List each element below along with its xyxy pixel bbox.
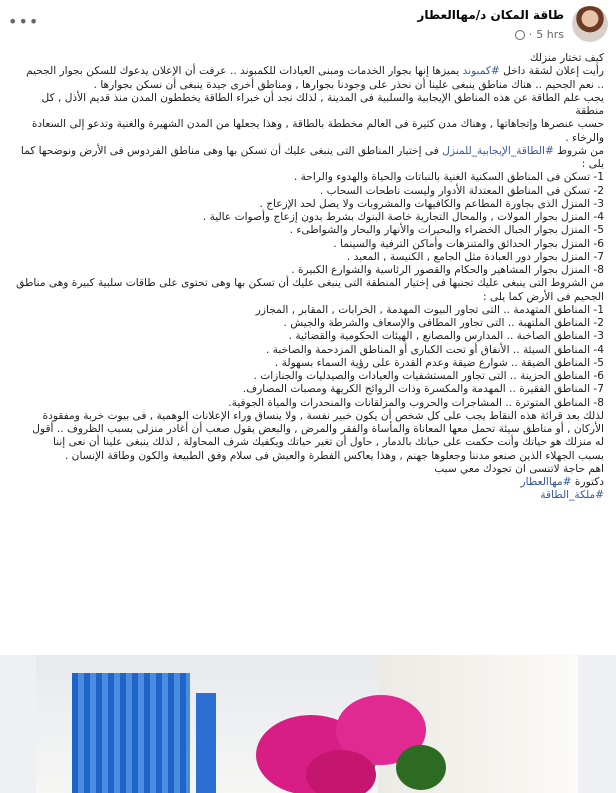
post-line (12, 397, 604, 410)
post-text-segment: 5- المناطق الضيقة .. شوارع ضيقة وعدم القدرة على رؤية السماء بسهولة . (274, 356, 604, 369)
post-text-segment: والرخاء . (565, 131, 604, 144)
post-text-segment: 2- تسكن فى المناطق المعتدلة الأدوار وليست ناطحات السحاب . (319, 184, 604, 197)
post-line (12, 463, 604, 476)
post-text-segment: له منزلك هو حياتك وأنت حكمت على حياتك بالدمار , حاول أن تغير حياتك ويكفيك شرف المحاولة , لذلك ينبغى علينا أن نعى إننا (52, 436, 604, 449)
post-line (12, 357, 604, 370)
post-text-segment: 2- المناطق الملتهبة .. التى تجاور المطافى والإسعاف والشرطة والجيش . (283, 317, 604, 329)
post-line (12, 224, 604, 237)
post-line (12, 489, 604, 502)
post-line (12, 304, 604, 317)
more-options-icon[interactable]: ••• (8, 12, 40, 31)
post-text-segment: حسب عنصرها وإتجاهاتها , وهناك مدن كثيرة فى العالم مخططة بالطاقة , وهذا يجعلها من المدن الشهيرة والغنية وتدعو إلى السعادة (31, 118, 604, 131)
post-line (12, 383, 604, 396)
post-text-segment: .. نعم الجحيم .. هناك مناطق ينبغى علينا أن نحذر على وجودنا بجوارها , ومناطق أخرى جيدة ينبغى أن نسكن بجوارها . (93, 78, 604, 91)
post-text-segment: اهم حاجة لاتنسى ان تجودك معي سبب (434, 462, 604, 475)
hashtag-link[interactable]: #ملكة_الطاقة (540, 489, 604, 502)
post-line (12, 52, 604, 65)
post-text-segment: من شروط (553, 144, 604, 157)
bougainvillea-flowers (306, 750, 376, 793)
post-text-segment: 8- المناطق المتوترة .. المشاجرات والحروب والمزلقانات والمنحدرات والمياة الجوفية. (228, 396, 604, 409)
post-text-segment: يجب علم الطاقة عن هذه المناطق الإيجابية والسلبية فى المدينة , لذلك نجد أن خبراء الطاقة يخططون المدن منذ قديم الأذل , كل منطقة (38, 91, 604, 117)
globe-icon (515, 30, 525, 40)
post-line (12, 118, 604, 131)
post-text-segment: كيف تختار منزلك (529, 52, 604, 64)
post-text-segment: الأركان , أو مناطق سيئة تحمل معها المعاناة والمأساة والفقر والمرض , والبعض يقول صعب أن أغادر منزلى بسبب الظروف .. أقول (32, 423, 604, 435)
post-text-segment: 1- المناطق المتهدمة .. التى تجاور البيوت المهدمة , الخرابات , المقابر , المجازر (255, 303, 604, 316)
post-line (12, 410, 604, 423)
meta-separator: · (528, 28, 533, 41)
post-photo[interactable] (0, 655, 616, 793)
post-time[interactable]: 5 hrs (536, 28, 564, 41)
post-text-segment: 6- المنزل بجوار الحدائق والمتنزهات وأماكن الترفية والسينما . (333, 237, 604, 250)
post-line (12, 330, 604, 343)
post-text-segment: دكتورة (571, 476, 604, 488)
post-line (12, 317, 604, 330)
post-text-segment: لذلك بعد قرائة هذه النقاط يجب على كل شخص أن يكون خبير نفسة , ولا ينساق وراء الإعلانات الوهمية , فى بيوت خربة ومفقودة (42, 409, 604, 422)
post-header (0, 0, 616, 48)
post-text-segment: رأيت إعلان لشقة داخل (499, 65, 604, 78)
post-text (12, 52, 604, 503)
post-text-segment: 3- المناطق الصاخبة .. المدارس والمصانع , الهيئات الحكومية والقضائية . (288, 330, 604, 343)
author-avatar[interactable] (572, 6, 608, 42)
post-line (12, 277, 604, 290)
post-line (12, 291, 604, 304)
post-line (12, 476, 604, 489)
post-line (12, 171, 604, 184)
post-text-segment: من الشروط التى ينبغى عليك تجنبها فى إختيار المنطقة التى ينبغى عليك أن تسكن بها وهى تحتوى على طاقات سلبية كبيرة وهى مناطق (16, 277, 604, 290)
post-text-segment: 5- المنزل بجوار الجبال الخضراء والبحيرات والأنهار والبحار والشواطىء . (289, 224, 604, 237)
post-line (12, 370, 604, 383)
blue-railing (196, 693, 216, 793)
author-name[interactable]: طاقة المكان د/مهاالعطار (417, 8, 564, 22)
post-line (12, 211, 604, 224)
post-text-segment: 1- تسكن فى المناطق السكنية الغنية بالنباتات والحياة والهدوء والراحة . (293, 171, 604, 184)
post-line (12, 423, 604, 436)
post-text-segment: بسبب الجهلاء الذين صنعو مدننا وجعلوها جهنم , وهذا يعاكس الفطرة والعيش فى سلام وفق الطبيعة والكون وطاقة الإنسان . (64, 449, 604, 462)
post-text-segment: 4- المناطق السيئة .. الأنفاق أو تحت الكبارى أو المناطق المزدحمة والصاخبة . (266, 343, 604, 356)
post-text-segment: يميزها إنها بجوار الخدمات ومبنى العيادات للكمبوند .. عرفت أن الإعلان يدعوك للسكن بجوار الجحيم (26, 65, 463, 78)
post-text-segment: 7- المنزل بجوار دور العبادة مثل الجامع , الكنيسة , المعبد . (346, 250, 604, 263)
post-line (12, 198, 604, 211)
post-line (12, 158, 604, 171)
post-line (12, 436, 604, 449)
post-text-segment: يلى : (581, 158, 604, 170)
post-line (12, 185, 604, 198)
post-text-segment: 8- المنزل بجوار المشاهير والحكام والقصور الرئاسية والشوارع الكبيرة . (291, 264, 604, 276)
post-line (12, 344, 604, 357)
hashtag-link[interactable]: #الطاقة_الإيجابية_للمنزل (442, 144, 554, 157)
post-text-segment: 6- المناطق الحزينة .. التى تجاور المستشفيات والعيادات والصيدليات والجنازات . (253, 370, 604, 382)
post-line (12, 264, 604, 277)
post-meta (515, 28, 564, 41)
post-line (12, 450, 604, 463)
post-line (12, 145, 604, 158)
post-line (12, 132, 604, 145)
foliage (396, 745, 446, 790)
post-text-segment: 4- المنزل بجوار المولات , والمحال التجارية خاصة البنوك بشرط بدون إزعاج وأصوات عالية . (202, 211, 604, 223)
blue-balcony-door (72, 673, 190, 793)
post-line (12, 92, 604, 119)
hashtag-link[interactable]: #كمبوند (462, 65, 500, 78)
post-text-segment: 7- المناطق الفقيرة .. المهدمة والمكسرة وذات الروائح الكريهة ومصبات المصارف. (242, 383, 604, 396)
post-text-segment: الجحيم فى الأرض كما يلى : (483, 290, 604, 303)
post-line (12, 65, 604, 78)
post-line (12, 79, 604, 92)
post-line (12, 251, 604, 264)
photo-frame (36, 655, 578, 793)
post-text-segment: 3- المنزل الذى بجاورة المطاعم والكافيهات والمشروبات ولا يصل لحد الإزعاج . (259, 197, 604, 210)
post-line (12, 238, 604, 251)
post-text-segment: فى إختيار المناطق التى ينبغى عليك أن تسكن بها وهى مناطق الفردوس فى الأرض ونوضحها كما (20, 144, 443, 157)
hashtag-link[interactable]: #مهاالعطار (520, 476, 572, 488)
